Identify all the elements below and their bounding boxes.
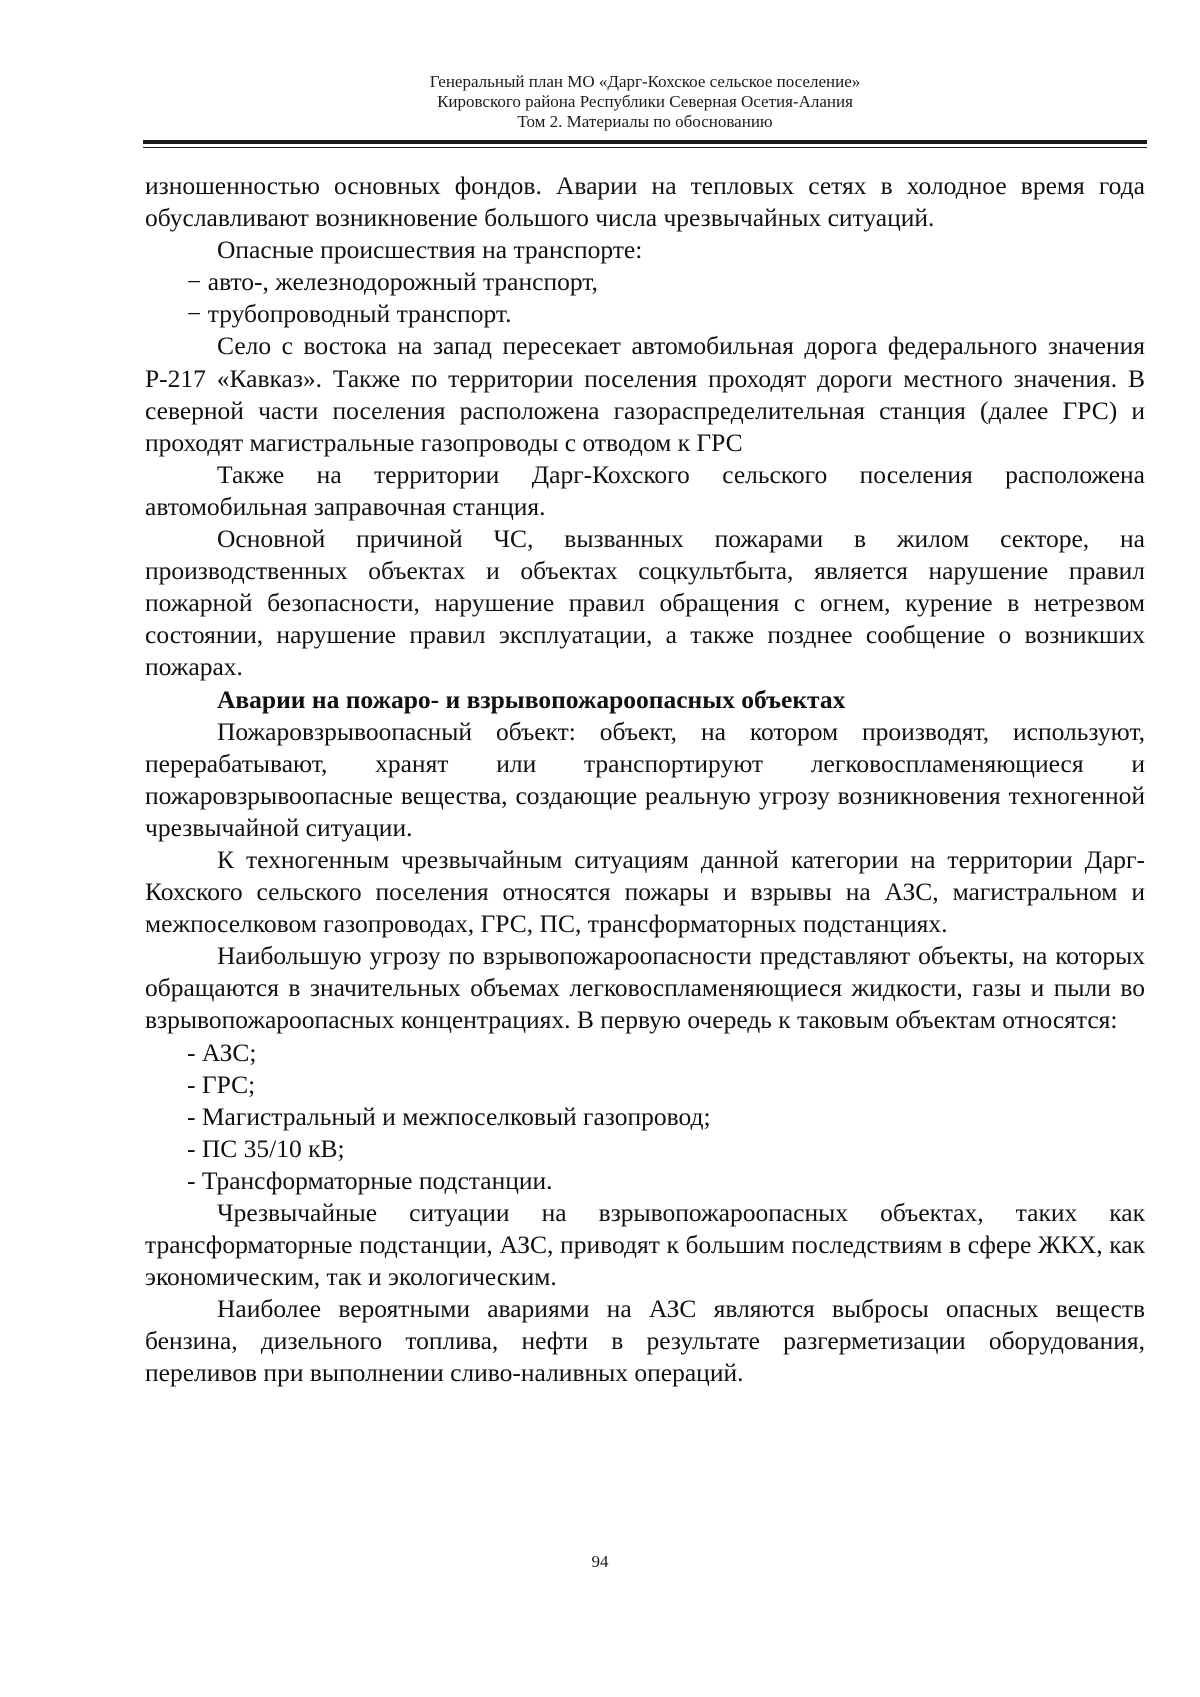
header-line-2: Кировского района Республики Северная Осетия-Алания — [437, 92, 853, 111]
dash-item-pipeline: − трубопроводный транспорт. — [187, 299, 512, 329]
running-header — [145, 72, 1145, 132]
list-item: - АЗС; — [187, 1037, 257, 1067]
list-item: - ГРС; — [187, 1069, 256, 1099]
list-item: - ПС 35/10 кВ; — [187, 1133, 345, 1163]
section-heading: Аварии на пожаро- и взрывопожароопасных объектах — [217, 684, 846, 714]
paragraph-greatest-threat: Наибольшую угрозу по взрывопожароопасности представляют объекты, на которых обращаются в значительных объемах легковоспламеняющиеся жидкости, газы и пыли во взрывопожароопасных концентрациях. В первую очередь к таковым объектам относятся: — [145, 941, 1145, 1035]
page-number: 94 — [591, 1552, 609, 1571]
paragraph-continuation: изношенностью основных фондов. Аварии на тепловых сетях в холодное время года обуславливают возникновение большого числа чрезвычайных ситуаций. — [145, 171, 1145, 233]
paragraph-roads: Село с востока на запад пересекает автомобильная дорога федерального значения Р-217 «Кавказ». Также по территории поселения проходят дороги местного значения. В северной части поселения расположена газораспределительная станция (далее ГРС) и проходят магистральные газопроводы с отводом к ГРС — [145, 331, 1145, 457]
list-item: - Магистральный и межпоселковый газопровод; — [187, 1101, 711, 1131]
paragraph-consequences: Чрезвычайные ситуации на взрывопожароопасных объектах, таких как трансформаторные подстанции, АЗС, приводят к большим последствиям в сфере ЖКХ, как экономическим, так и экологическим. — [145, 1198, 1145, 1292]
header-rule-thick — [143, 140, 1147, 144]
page-body — [145, 170, 1145, 1390]
dash-item-auto-rail: − авто-, железнодорожный транспорт, — [187, 267, 598, 297]
paragraph-technogenic: К техногенным чрезвычайным ситуациям данной категории на территории Дарг-Кохского сельского поселения относятся пожары и взрывы на АЗС, магистральном и межпоселковом газопроводах, ГРС, ПС, трансформаторных подстанциях. — [145, 844, 1145, 939]
paragraph-gas-station: Также на территории Дарг-Кохского сельского поселения расположена автомобильная заправочная станция. — [145, 459, 1145, 521]
header-line-3: Том 2. Материалы по обоснованию — [517, 112, 773, 131]
list-item: - Трансформаторные подстанции. — [187, 1165, 553, 1195]
header-rule-thin — [143, 147, 1147, 148]
paragraph-definition: Пожаровзрывоопасный объект: объект, на котором производят, используют, перерабатывают, хранят или транспортируют легковоспламеняющиеся и пожаровзрывоопасные вещества, создающие реальную угрозу возникновения техногенной чрезвычайной ситуации. — [145, 716, 1145, 842]
paragraph-transport-intro: Опасные происшествия на транспорте: — [217, 235, 643, 265]
paragraph-fire-causes: Основной причиной ЧС, вызванных пожарами в жилом секторе, на производственных объектах и объектах соцкультбыта, является нарушение правил пожарной безопасности, нарушение правил обращения с огнем, курение в нетрезвом состоянии, нарушение правил эксплуатации, а также позднее сообщение о возникших пожарах. — [145, 524, 1145, 682]
paragraph-gas-station-accidents: Наиболее вероятными авариями на АЗС являются выбросы опасных веществ бензина, дизельного топлива, нефти в результате разгерметизации оборудования, переливов при выполнении сливо-наливных операций. — [145, 1294, 1145, 1388]
header-line-1: Генеральный план МО «Дарг-Кохское сельское поселение» — [429, 72, 861, 91]
